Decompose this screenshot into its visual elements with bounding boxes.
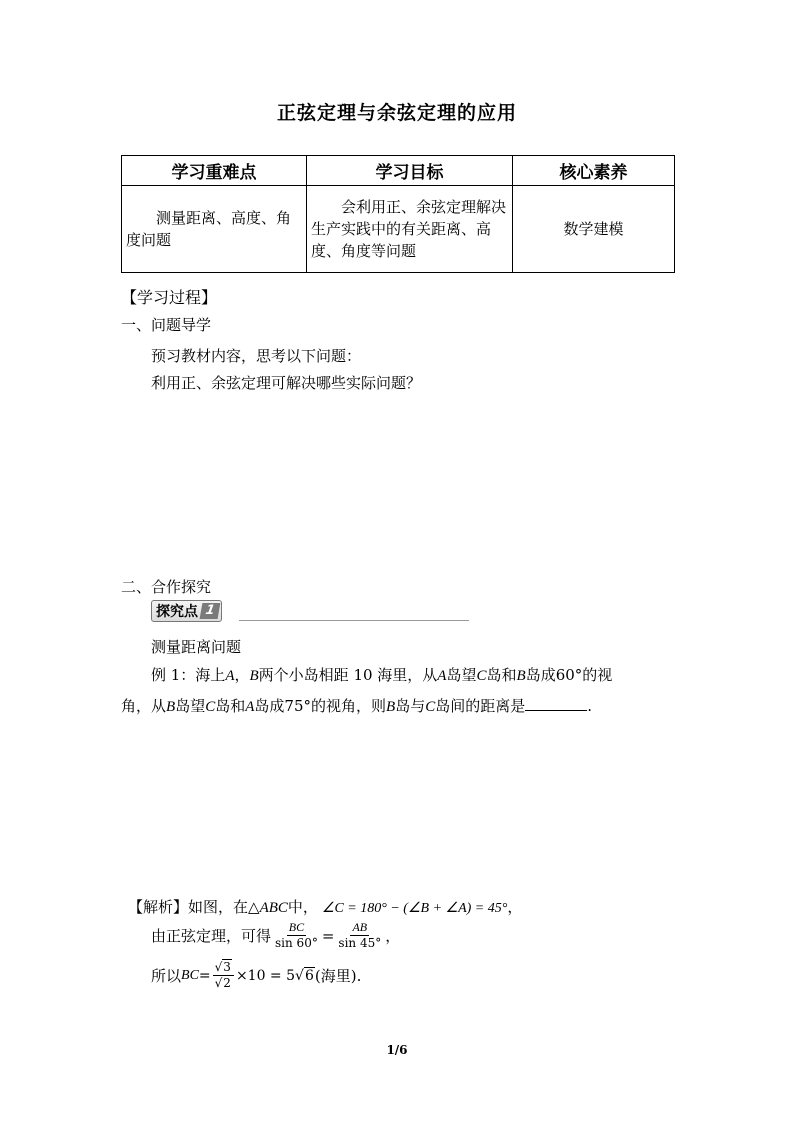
table-header-goals: 学习目标	[307, 156, 513, 186]
badge-number: 1	[200, 603, 221, 619]
section-process-heading: 【学习过程】	[121, 288, 218, 307]
answer-blank	[525, 696, 587, 711]
section1-heading: 一、问题导学	[121, 316, 212, 334]
example-line2: 角，从B岛望C岛和A岛成75°的视角，则B岛与C岛间的距离是 .	[121, 697, 593, 715]
page-title: 正弦定理与余弦定理的应用	[276, 102, 517, 124]
solution-line3: 所以 BC = $\frac{√3}{√2}$ ×10 = 5 √6 (海里) .	[151, 960, 362, 990]
page-number: 1/6	[386, 1043, 408, 1057]
fraction-bc-sin60: $\frac{BC}{\sin 60^\circ}$	[275, 920, 318, 950]
section1-line2: 利用正、余弦定理可解决哪些实际问题？	[151, 374, 422, 392]
learning-goals-table	[121, 155, 675, 273]
solution-line1: 【解析】如图，在△ABC中， ∠C = 180° − (∠B + ∠A) = 45°，	[128, 898, 523, 916]
explore-point-badge	[151, 600, 469, 622]
badge-underline	[239, 620, 469, 621]
subheading-distance: 测量距离问题	[151, 638, 242, 656]
fraction-ab-sin45: $\frac{AB}{\sin 45^\circ}$	[338, 920, 382, 950]
solution-line2: 由正弦定理，可得 $\frac{BC}{\sin 60^\circ}$ = $\frac{AB}{\sin 45^\circ}$ ，	[151, 920, 401, 950]
example-line1: 例 1：海上A，B两个小岛相距 10 海里，从A岛望C岛和B岛成60°的视	[151, 666, 613, 684]
table-cell-difficulty: 测量距离、高度、角度问题	[122, 186, 307, 273]
fraction-sqrt3-sqrt2: $\frac{√3}{√2}$	[213, 960, 234, 991]
section1-line1: 预习教材内容，思考以下问题：	[151, 347, 362, 365]
table-header-difficulty: 学习重难点	[122, 156, 307, 186]
badge-label: 探究点	[156, 604, 198, 620]
table-cell-goals: 会利用正、余弦定理解决生产实践中的有关距离、高度、角度等问题	[307, 186, 513, 273]
table-cell-literacy: 数学建模	[513, 186, 675, 273]
table-header-literacy: 核心素养	[513, 156, 675, 186]
section2-heading: 二、合作探究	[121, 578, 212, 596]
angle-equation: ∠C = 180° − (∠B + ∠A) = 45°	[321, 901, 508, 916]
